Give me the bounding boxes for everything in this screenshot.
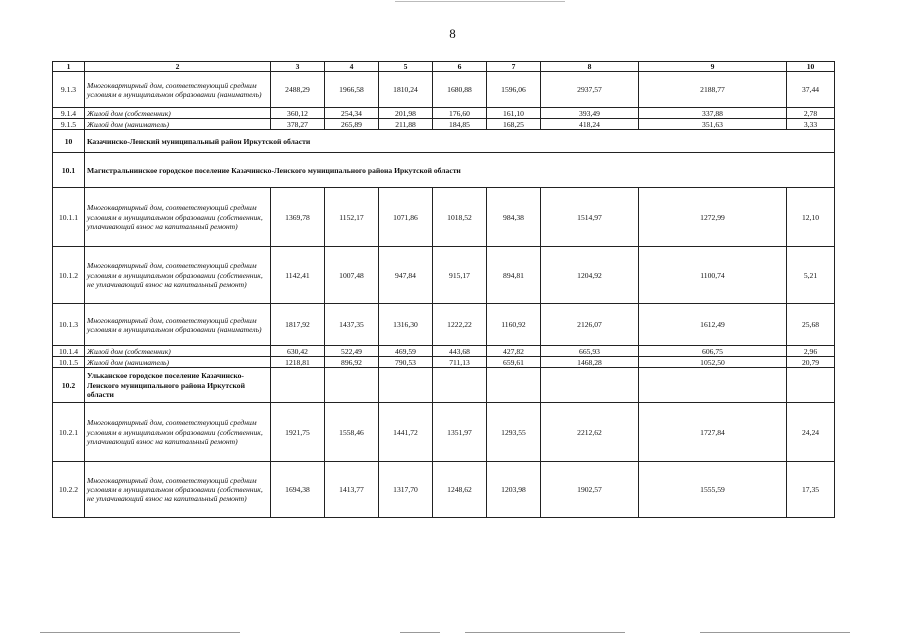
- value-cell: [271, 368, 325, 403]
- value-cell: 790,53: [379, 357, 433, 368]
- value-cell: 1316,30: [379, 304, 433, 346]
- value-cell: [379, 368, 433, 403]
- value-cell: 522,49: [325, 346, 379, 357]
- row-name-cell: Жилой дом (наниматель): [85, 119, 271, 130]
- row-number-cell: 10.1.4: [53, 346, 85, 357]
- value-cell: 1694,38: [271, 462, 325, 518]
- header-cell: 6: [433, 62, 487, 72]
- value-cell: 17,35: [787, 462, 835, 518]
- value-cell: 1071,86: [379, 188, 433, 247]
- table-row: [53, 108, 835, 119]
- value-cell: 24,24: [787, 403, 835, 462]
- value-cell: 12,10: [787, 188, 835, 247]
- value-cell: 630,42: [271, 346, 325, 357]
- row-name-cell: Многоквартирный дом, соответствующий средним условиям в муниципальном образовании (собственник, уплачивающий взнос на капитальный ремонт): [85, 188, 271, 247]
- value-cell: 176,60: [433, 108, 487, 119]
- row-name-cell: Многоквартирный дом, соответствующий средним условиям в муниципальном образовании (собственник, не уплачивающий взнос на капитальный ремонт): [85, 247, 271, 304]
- value-cell: 1317,70: [379, 462, 433, 518]
- value-cell: 418,24: [541, 119, 639, 130]
- row-name-cell: Ульканское городское поселение Казачинско-Ленского муниципального района Иркутской области: [85, 368, 271, 403]
- header-cell: 9: [639, 62, 787, 72]
- value-cell: 161,10: [487, 108, 541, 119]
- value-cell: 1248,62: [433, 462, 487, 518]
- section-row: [53, 153, 835, 188]
- table-row: [53, 346, 835, 357]
- table-row: [53, 403, 835, 462]
- value-cell: 1142,41: [271, 247, 325, 304]
- value-cell: [541, 368, 639, 403]
- row-name-cell: Многоквартирный дом, соответствующий средним условиям в муниципальном образовании (собственник, уплачивающий взнос на капитальный ремонт): [85, 403, 271, 462]
- value-cell: 1052,50: [639, 357, 787, 368]
- value-cell: 711,13: [433, 357, 487, 368]
- scan-bottom-line: [400, 632, 440, 633]
- value-cell: 2488,29: [271, 72, 325, 108]
- value-cell: 1468,28: [541, 357, 639, 368]
- row-number-cell: 10.2: [53, 368, 85, 403]
- scan-top-line: [395, 1, 565, 2]
- value-cell: 360,12: [271, 108, 325, 119]
- scan-bottom-line: [465, 632, 625, 633]
- value-cell: 1218,81: [271, 357, 325, 368]
- row-name-cell: Многоквартирный дом, соответствующий средним условиям в муниципальном образовании (наниматель): [85, 304, 271, 346]
- value-cell: 20,79: [787, 357, 835, 368]
- row-number-cell: 10.1.3: [53, 304, 85, 346]
- value-cell: 443,68: [433, 346, 487, 357]
- value-cell: 1369,78: [271, 188, 325, 247]
- value-cell: 2,96: [787, 346, 835, 357]
- value-cell: 337,88: [639, 108, 787, 119]
- table-row: [53, 188, 835, 247]
- section-row: [53, 130, 835, 153]
- value-cell: 1680,88: [433, 72, 487, 108]
- value-cell: 1272,99: [639, 188, 787, 247]
- value-cell: [639, 368, 787, 403]
- value-cell: 201,98: [379, 108, 433, 119]
- value-cell: 37,44: [787, 72, 835, 108]
- value-cell: 947,84: [379, 247, 433, 304]
- value-cell: 5,21: [787, 247, 835, 304]
- value-cell: 606,75: [639, 346, 787, 357]
- value-cell: 1152,17: [325, 188, 379, 247]
- value-cell: 211,88: [379, 119, 433, 130]
- table-row: [53, 462, 835, 518]
- value-cell: 2212,62: [541, 403, 639, 462]
- tariff-table: [52, 61, 835, 518]
- value-cell: 1558,46: [325, 403, 379, 462]
- header-cell: 4: [325, 62, 379, 72]
- value-cell: 1437,35: [325, 304, 379, 346]
- row-number-cell: 10.2.2: [53, 462, 85, 518]
- scan-bottom-line: [700, 632, 850, 633]
- row-name-cell: Жилой дом (собственник): [85, 108, 271, 119]
- row-name-cell: Жилой дом (собственник): [85, 346, 271, 357]
- row-number-cell: 10.1.5: [53, 357, 85, 368]
- value-cell: 25,68: [787, 304, 835, 346]
- value-cell: 1817,92: [271, 304, 325, 346]
- value-cell: 1413,77: [325, 462, 379, 518]
- value-cell: 1555,59: [639, 462, 787, 518]
- header-cell: 3: [271, 62, 325, 72]
- value-cell: 469,59: [379, 346, 433, 357]
- scan-bottom-line: [40, 632, 240, 633]
- row-name-cell: Многоквартирный дом, соответствующий средним условиям в муниципальном образовании (наниматель): [85, 72, 271, 108]
- value-cell: 915,17: [433, 247, 487, 304]
- page-number: 8: [449, 26, 456, 41]
- value-cell: 2,78: [787, 108, 835, 119]
- table-row: [53, 357, 835, 368]
- value-cell: 184,85: [433, 119, 487, 130]
- value-cell: 427,82: [487, 346, 541, 357]
- value-cell: 1921,75: [271, 403, 325, 462]
- row-number-cell: 9.1.5: [53, 119, 85, 130]
- value-cell: 1612,49: [639, 304, 787, 346]
- value-cell: 894,81: [487, 247, 541, 304]
- value-cell: 1160,92: [487, 304, 541, 346]
- value-cell: 1351,97: [433, 403, 487, 462]
- value-cell: 1007,48: [325, 247, 379, 304]
- value-cell: 1902,57: [541, 462, 639, 518]
- value-cell: 393,49: [541, 108, 639, 119]
- row-name-cell: Казачинско-Ленский муниципальный район Иркутской области: [85, 130, 835, 153]
- value-cell: [433, 368, 487, 403]
- row-number-cell: 10: [53, 130, 85, 153]
- row-number-cell: 10.2.1: [53, 403, 85, 462]
- value-cell: 1293,55: [487, 403, 541, 462]
- value-cell: 1514,97: [541, 188, 639, 247]
- row-number-cell: 10.1.2: [53, 247, 85, 304]
- value-cell: 378,27: [271, 119, 325, 130]
- header-cell: 5: [379, 62, 433, 72]
- value-cell: 3,33: [787, 119, 835, 130]
- row-number-cell: 10.1.1: [53, 188, 85, 247]
- header-cell: 1: [53, 62, 85, 72]
- table-row: [53, 119, 835, 130]
- value-cell: 168,25: [487, 119, 541, 130]
- value-cell: 2188,77: [639, 72, 787, 108]
- value-cell: 659,61: [487, 357, 541, 368]
- value-cell: 1222,22: [433, 304, 487, 346]
- value-cell: 351,63: [639, 119, 787, 130]
- row-name-cell: Жилой дом (наниматель): [85, 357, 271, 368]
- value-cell: 1810,24: [379, 72, 433, 108]
- table-body: [53, 62, 835, 518]
- value-cell: 1966,58: [325, 72, 379, 108]
- header-cell: 10: [787, 62, 835, 72]
- row-number-cell: 10.1: [53, 153, 85, 188]
- value-cell: 984,38: [487, 188, 541, 247]
- value-cell: 2126,07: [541, 304, 639, 346]
- table-header-row: [53, 62, 835, 72]
- value-cell: 265,89: [325, 119, 379, 130]
- value-cell: 1727,84: [639, 403, 787, 462]
- value-cell: 1204,92: [541, 247, 639, 304]
- row-number-cell: 9.1.3: [53, 72, 85, 108]
- value-cell: 2937,57: [541, 72, 639, 108]
- value-cell: [487, 368, 541, 403]
- value-cell: 1203,98: [487, 462, 541, 518]
- row-name-cell: Многоквартирный дом, соответствующий средним условиям в муниципальном образовании (собственник, не уплачивающий взнос на капитальный ремонт): [85, 462, 271, 518]
- table-row: [53, 72, 835, 108]
- value-cell: 1596,06: [487, 72, 541, 108]
- table-row: [53, 247, 835, 304]
- section-row: [53, 368, 835, 403]
- value-cell: 665,93: [541, 346, 639, 357]
- header-cell: 7: [487, 62, 541, 72]
- row-number-cell: 9.1.4: [53, 108, 85, 119]
- table-row: [53, 304, 835, 346]
- value-cell: 1100,74: [639, 247, 787, 304]
- header-cell: 8: [541, 62, 639, 72]
- value-cell: 254,34: [325, 108, 379, 119]
- value-cell: 1018,52: [433, 188, 487, 247]
- header-cell: 2: [85, 62, 271, 72]
- value-cell: 1441,72: [379, 403, 433, 462]
- value-cell: [787, 368, 835, 403]
- value-cell: 896,92: [325, 357, 379, 368]
- row-name-cell: Магистральнинское городское поселение Казачинско-Ленского муниципального района Иркутской области: [85, 153, 835, 188]
- value-cell: [325, 368, 379, 403]
